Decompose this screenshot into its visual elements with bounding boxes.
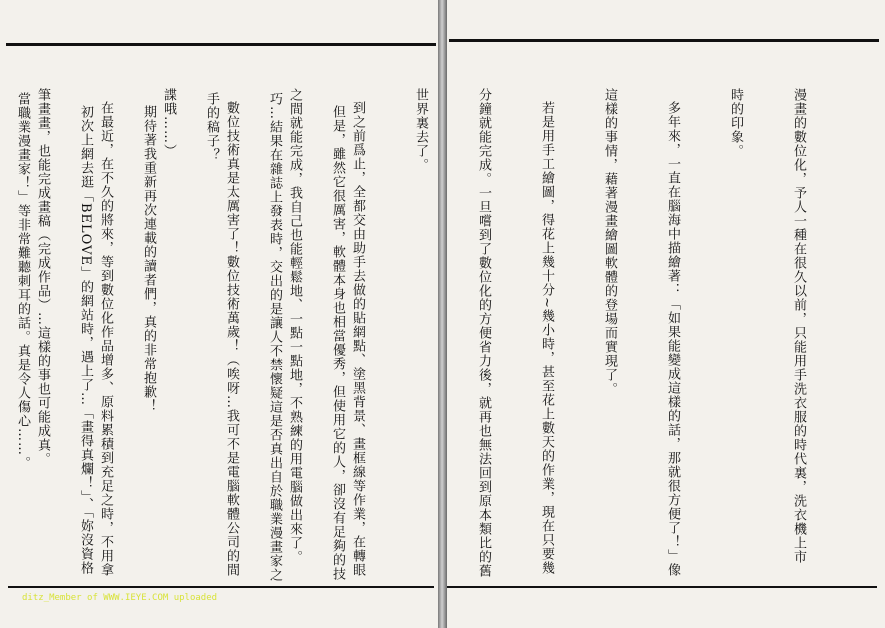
top-rule-left bbox=[6, 43, 436, 46]
bottom-rule-left bbox=[8, 586, 434, 588]
right-page-text bbox=[0, 88, 851, 582]
top-rule-right bbox=[449, 39, 879, 42]
text-column: 時的印象。 bbox=[728, 88, 743, 158]
text-column: 多年來，一直在腦海中描繪著：「如果能變成這樣的話，那就很方便了！」像 bbox=[665, 101, 680, 577]
text-column: 數位技術真是太厲害了！數位技術萬歲！（唉呀…我可不是電腦軟體公司的間 bbox=[224, 101, 239, 577]
text-column: 若是用手工繪圖，得花上幾十分∼幾小時，甚至花上數天的作業，現在只要幾 bbox=[539, 101, 554, 575]
text-column: 分鐘就能完成。一旦嚐到了數位化的方便省力後，就再也無法回到原本類比的舊 bbox=[476, 88, 491, 578]
text-column: 諜哦……） bbox=[161, 88, 176, 158]
text-column: 巧…結果在雜誌上發表時，交出的是讓人不禁懷疑這是否真出自於職業漫畫家之 bbox=[267, 92, 282, 582]
text-column: 之間就能完成，我自己也能輕鬆地、一點一點地，不熟練的用電腦做出來了。 bbox=[287, 88, 302, 564]
text-column: 當職業漫畫家！」等非常難聽刺耳的話。真是令人傷心……。 bbox=[15, 92, 30, 470]
text-column: 手的稿子？ bbox=[204, 92, 219, 162]
text-column: 在最近，在不久的將來，等到數位化作品增多、原料累積到充足之時，不用拿 bbox=[98, 101, 113, 577]
text-column: 期待著我重新再次連載的讀者們，真的非常抱歉！ bbox=[141, 105, 156, 413]
uploader-credit: ditz_Member of WWW.IEYE.COM uploaded bbox=[22, 593, 218, 603]
text-column: 到之前爲止，全都交由助手去做的貼網點、塗黑背景、畫框線等作業，在轉眼 bbox=[350, 101, 365, 577]
text-column: 世界裏去了。 bbox=[413, 88, 428, 172]
bottom-rule-right bbox=[447, 586, 877, 588]
text-column: 漫畫的數位化，予人一種在很久以前，只能用手洗衣服的時代裏，洗衣機上市 bbox=[791, 88, 806, 564]
text-column: 但是，雖然它很厲害，軟體本身也相當優秀，但使用它的人，卻沒有足夠的技 bbox=[330, 105, 345, 581]
text-column: 筆畫畫，也能完成畫稿（完成作品）…這樣的事也可能成真。 bbox=[35, 88, 50, 466]
text-column: 這樣的事情，藉著漫畫繪圖軟體的登場而實現了。 bbox=[602, 88, 617, 396]
text-column: 初次上網去逛「BELOVE」的網站時，遇上了…「畫得真爛！」、「妳沒資格 bbox=[78, 105, 93, 575]
